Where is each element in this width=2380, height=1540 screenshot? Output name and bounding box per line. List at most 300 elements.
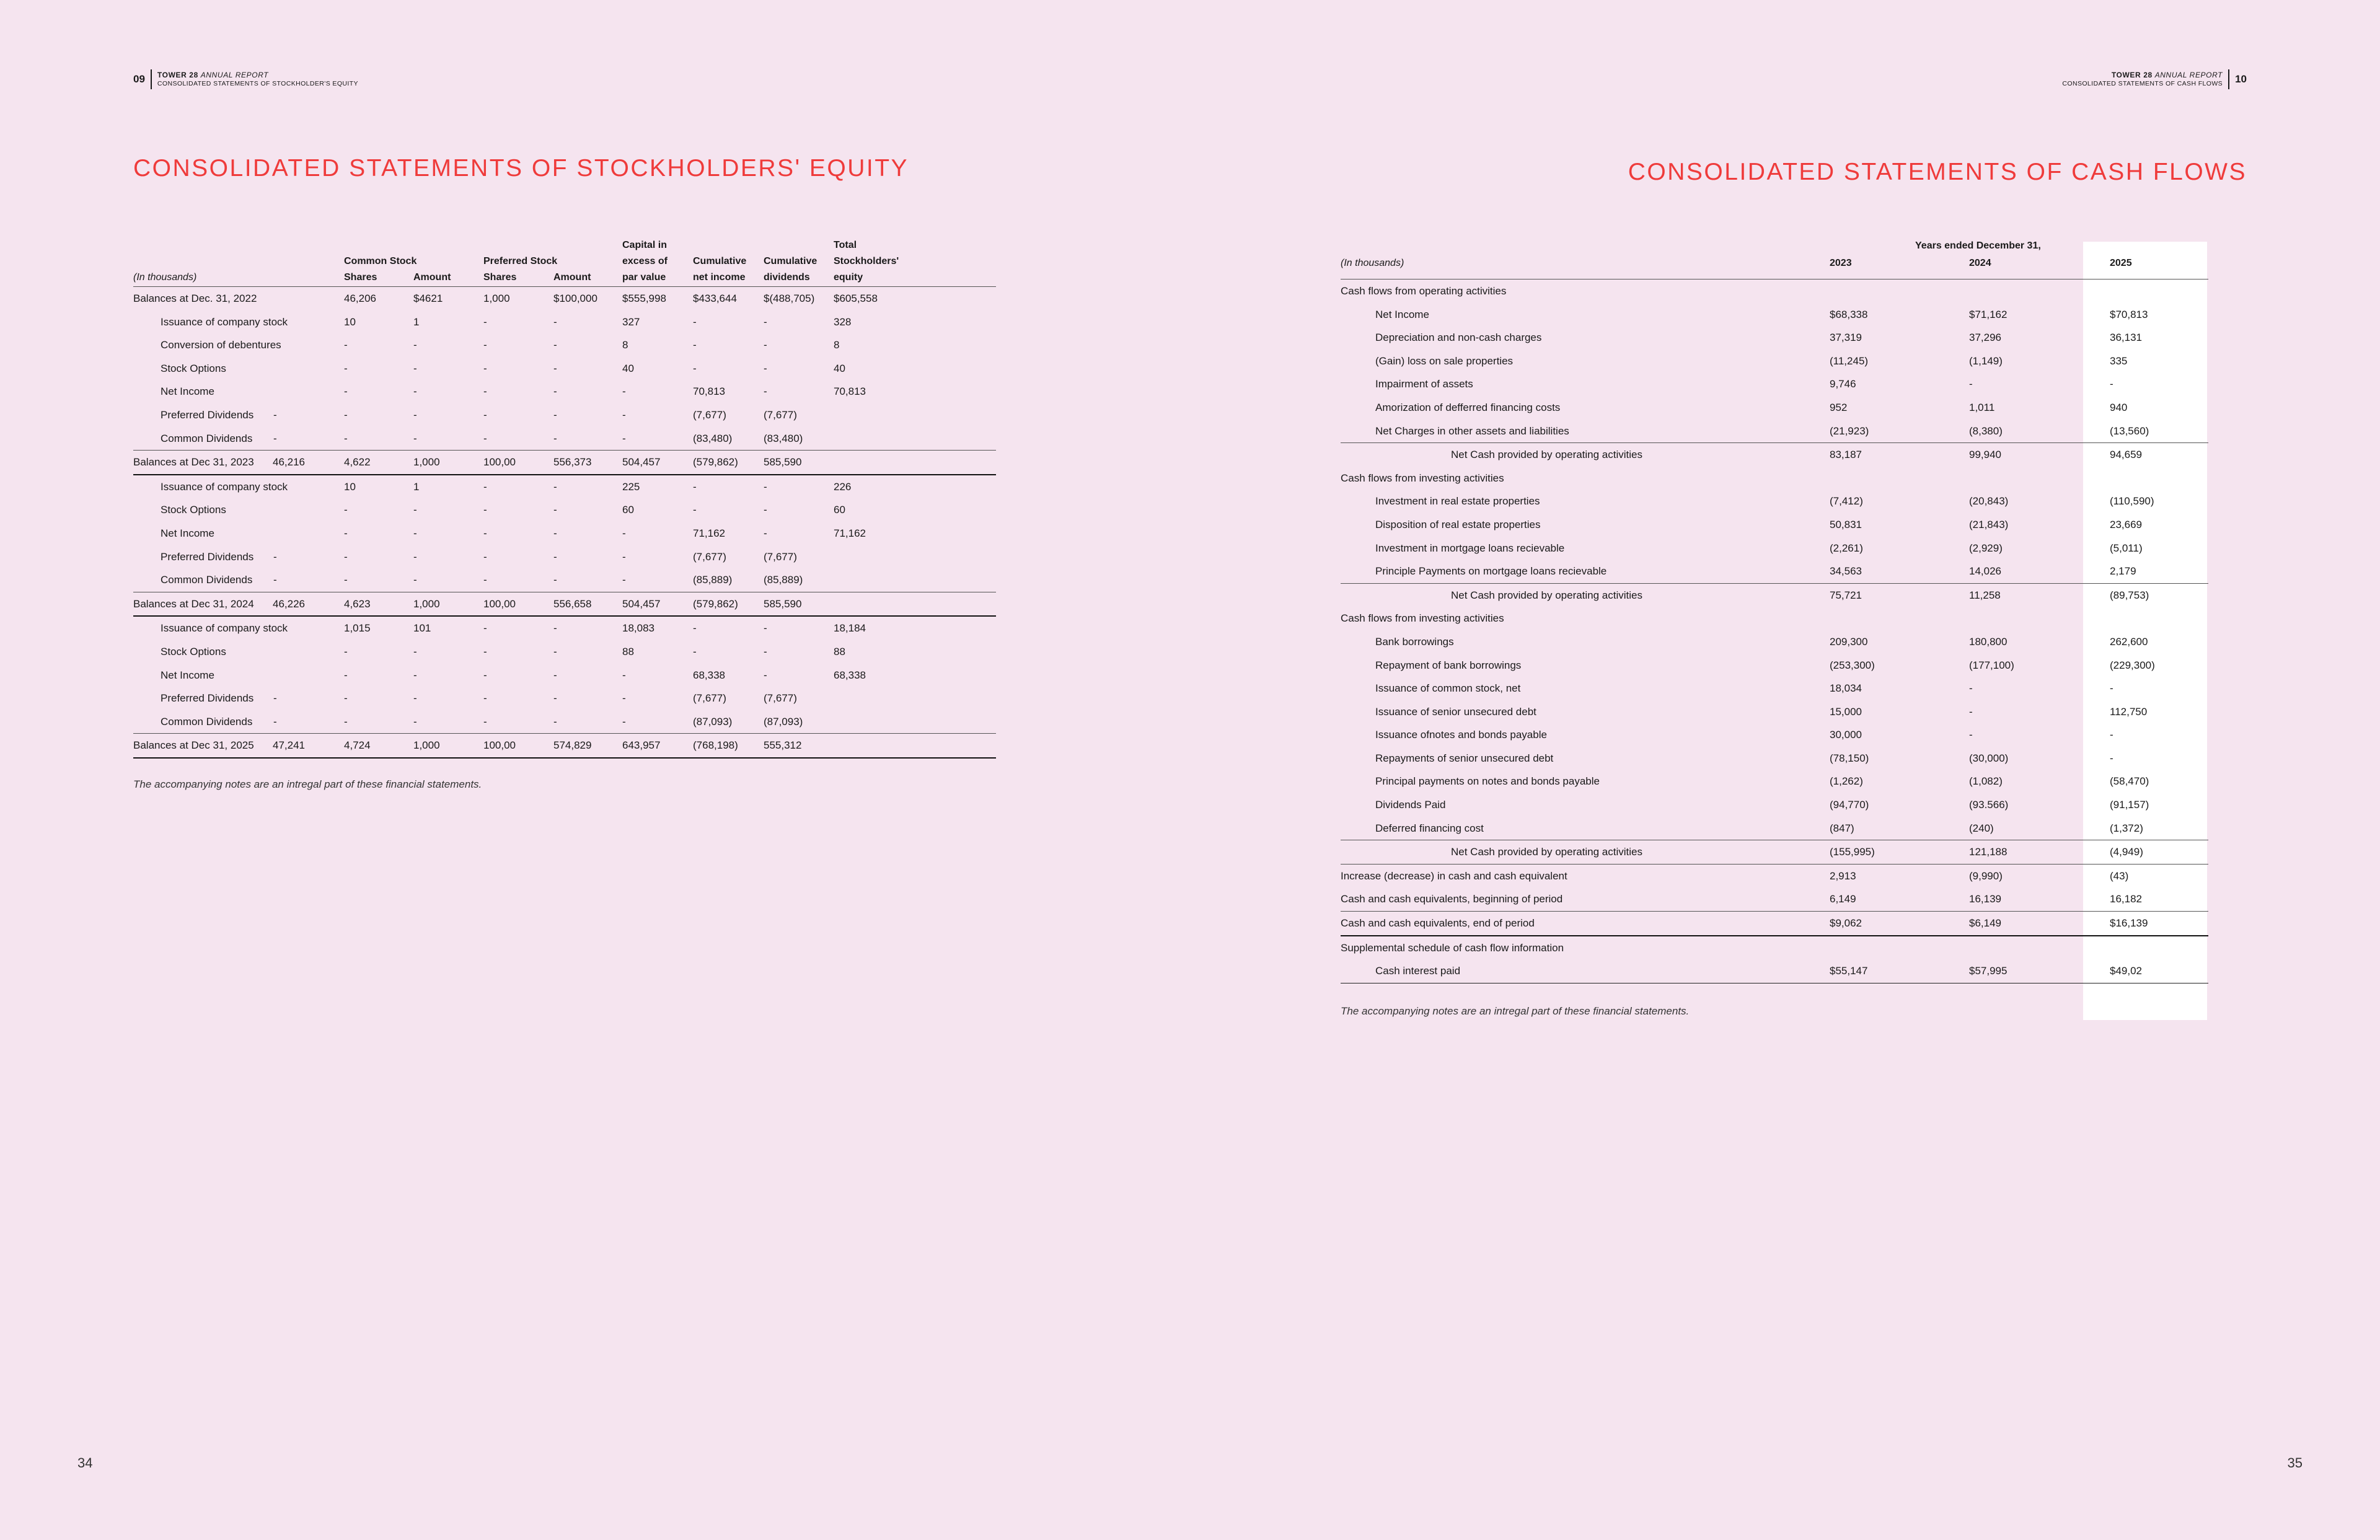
table-row [133, 427, 996, 451]
table-cell: - [553, 432, 557, 444]
table-row [133, 357, 996, 381]
row-label: Common Dividends [161, 574, 253, 586]
table-cell: (155,995) [1830, 846, 1875, 858]
table-cell: - [553, 480, 557, 493]
header-total: Total [834, 240, 857, 250]
table-cell: - [413, 385, 417, 398]
table-cell: - [622, 550, 626, 563]
header-year-2023: 2023 [1830, 258, 1852, 268]
table-cell: (7,677) [764, 692, 797, 705]
table-cell: 8 [622, 339, 628, 351]
table-cell: 94,659 [2110, 449, 2142, 461]
table-cell: - [693, 362, 697, 374]
table-row [1341, 817, 2208, 841]
table-row [133, 592, 996, 617]
row-label: Issuance of company stock [161, 315, 288, 328]
table-cell: - [764, 504, 767, 516]
table-cell: (21,843) [1969, 518, 2009, 530]
table-cell: $9,062 [1830, 917, 1862, 930]
section-row [1341, 912, 2208, 936]
table-cell: 18,034 [1830, 682, 1862, 695]
table-cell: - [553, 645, 557, 658]
table-cell: - [553, 362, 557, 374]
row-extra: - [273, 432, 277, 444]
table-cell: 75,721 [1830, 589, 1862, 601]
table-cell: (83,480) [764, 432, 803, 444]
left-header-text [157, 71, 358, 88]
table-cell: - [344, 715, 348, 728]
cashflow-title: CONSOLIDATED STATEMENTS OF CASH FLOWS [1628, 159, 2247, 185]
table-cell: (579,862) [693, 597, 738, 610]
table-cell: $6,149 [1969, 917, 2001, 930]
table-cell: - [413, 692, 417, 705]
table-cell: (83,480) [693, 432, 733, 444]
right-header-subtitle: CONSOLIDATED STATEMENTS OF CASH FLOWS [2062, 80, 2223, 87]
section-row [1341, 865, 2208, 888]
cashflow-table [1341, 238, 2208, 983]
table-cell: $55,147 [1830, 965, 1868, 977]
row-label: Impairment of assets [1375, 378, 1473, 390]
header-capital: Capital in [622, 240, 668, 250]
table-row [1341, 700, 2208, 724]
table-cell: - [553, 315, 557, 328]
table-cell: (229,300) [2110, 659, 2155, 671]
table-cell: 16,139 [1969, 893, 2001, 905]
table-cell: $555,998 [622, 293, 666, 304]
table-cell: 10 [344, 315, 356, 328]
table-cell: 70,813 [693, 385, 725, 398]
right-header-text [2062, 71, 2223, 88]
header-capital: par value [622, 272, 666, 283]
left-header-subtitle: CONSOLIDATED STATEMENTS OF STOCKHOLDER'S EQUITY [157, 80, 358, 87]
row-label: Cash flows from investing activities [1341, 472, 1504, 484]
row-label: Issuance of common stock, net [1375, 682, 1521, 695]
table-cell: 30,000 [1830, 729, 1862, 741]
table-cell: - [344, 339, 348, 351]
table-cell: - [483, 622, 487, 635]
row-extra: - [273, 574, 277, 586]
table-cell: - [344, 527, 348, 539]
row-label: Amorization of defferred financing costs [1375, 401, 1561, 413]
table-cell: - [693, 315, 697, 328]
right-header-brand: TOWER 28 ANNUAL REPORT [2111, 71, 2223, 79]
table-cell: 14,026 [1969, 565, 2001, 578]
table-cell: 1,000 [483, 293, 510, 304]
table-row [1341, 372, 2208, 396]
table-cell: - [553, 669, 557, 681]
table-cell: 9,746 [1830, 378, 1856, 390]
cashflow-table-header [1341, 238, 2208, 279]
header-total: equity [834, 272, 863, 283]
table-cell: (13,560) [2110, 425, 2149, 437]
row-label: Cash flows from investing activities [1341, 612, 1504, 625]
table-row [1341, 326, 2208, 350]
row-label: Principle Payments on mortgage loans recievable [1375, 565, 1607, 578]
table-cell: (768,198) [693, 739, 738, 752]
row-label: Issuance ofnotes and bonds payable [1375, 729, 1547, 741]
table-cell: 1,000 [413, 597, 440, 610]
table-cell: (7,412) [1830, 495, 1863, 508]
table-cell: (89,753) [2110, 589, 2149, 601]
table-cell: (2,261) [1830, 542, 1863, 554]
row-label: Net Cash provided by operating activities [1451, 846, 1642, 858]
table-cell: - [413, 550, 417, 563]
table-cell: 1,000 [413, 739, 440, 752]
table-cell: - [622, 715, 626, 728]
table-cell: - [344, 504, 348, 516]
table-cell: - [622, 669, 626, 681]
equity-footnote: The accompanying notes are an intregal part of these financial statements. [133, 778, 482, 790]
table-cell: - [413, 504, 417, 516]
row-label: Depreciation and non-cash charges [1375, 332, 1542, 344]
table-cell: 10 [344, 480, 356, 493]
table-cell: - [764, 480, 767, 493]
table-cell: 556,658 [553, 597, 592, 610]
table-cell: - [764, 645, 767, 658]
table-cell: - [413, 432, 417, 444]
table-cell: 328 [834, 315, 852, 328]
table-cell: 18,184 [834, 622, 866, 635]
header-in-thousands: (In thousands) [133, 272, 197, 283]
table-cell: 940 [2110, 401, 2128, 413]
row-label: (Gain) loss on sale properties [1375, 354, 1514, 367]
header-common-stock: Common Stock [344, 256, 417, 266]
table-cell: (7,677) [693, 408, 726, 421]
header-total: Stockholders' [834, 256, 899, 266]
table-row [133, 733, 996, 759]
table-cell: - [693, 645, 697, 658]
table-row [1341, 303, 2208, 327]
header-cumulative-income: net income [693, 272, 746, 283]
table-row [133, 287, 996, 310]
table-cell: 40 [834, 362, 845, 374]
table-cell: 556,373 [553, 456, 592, 469]
header-year-2024: 2024 [1969, 258, 1991, 268]
table-cell: (4,949) [2110, 846, 2143, 858]
table-row [1341, 396, 2208, 420]
table-cell: - [693, 504, 697, 516]
table-cell: - [622, 408, 626, 421]
row-label: Issuance of company stock [161, 480, 288, 493]
table-cell: - [413, 408, 417, 421]
row-label: Stock Options [161, 645, 226, 658]
table-cell: (5,011) [2110, 542, 2143, 554]
row-extra: - [273, 550, 277, 563]
row-label: Net Cash provided by operating activities [1451, 589, 1642, 601]
table-cell: 8 [834, 339, 840, 351]
table-row [133, 522, 996, 545]
table-cell: 37,319 [1830, 332, 1862, 344]
header-amount: Amount [413, 272, 451, 283]
table-cell: - [2110, 682, 2113, 695]
table-cell: $70,813 [2110, 308, 2148, 320]
table-cell: 225 [622, 480, 640, 493]
table-cell: 335 [2110, 354, 2128, 367]
table-cell: - [764, 669, 767, 681]
table-cell: (85,889) [693, 574, 733, 586]
row-label: Common Dividends [161, 715, 253, 728]
table-cell: - [344, 669, 348, 681]
table-cell: 70,813 [834, 385, 866, 398]
table-row [133, 640, 996, 664]
table-cell: (21,923) [1830, 425, 1869, 437]
row-label: Preferred Dividends [161, 408, 254, 421]
table-cell: (1,149) [1969, 354, 2003, 367]
table-cell: (7,677) [693, 550, 726, 563]
row-label: Repayment of bank borrowings [1375, 659, 1522, 671]
table-cell: 4,623 [344, 597, 371, 610]
table-cell: - [764, 339, 767, 351]
table-cell: 37,296 [1969, 332, 2001, 344]
table-cell: - [553, 504, 557, 516]
table-cell: - [483, 480, 487, 493]
table-cell: - [483, 550, 487, 563]
row-label: Cash and cash equivalents, beginning of period [1341, 893, 1563, 905]
table-cell: - [483, 339, 487, 351]
header-pref-shares: Shares [483, 272, 517, 283]
row-label: Net Income [161, 385, 214, 398]
table-row [1341, 420, 2208, 444]
row-label: Net Income [161, 527, 214, 539]
table-cell: (1,082) [1969, 775, 2003, 788]
table-cell: - [553, 408, 557, 421]
table-cell: 112,750 [2110, 705, 2148, 718]
right-running-header [2062, 69, 2247, 89]
left-header-page-number: 09 [133, 73, 145, 85]
table-cell: - [344, 432, 348, 444]
table-cell: (579,862) [693, 456, 738, 469]
table-cell: - [483, 574, 487, 586]
row-label: Cash interest paid [1375, 965, 1461, 977]
table-cell: 555,312 [764, 739, 802, 752]
subtotal-row [1341, 840, 2208, 865]
table-cell: $71,162 [1969, 308, 2008, 320]
cashflow-footnote: The accompanying notes are an intregal part of these financial statements. [1341, 1005, 1690, 1017]
equity-title: CONSOLIDATED STATEMENTS OF STOCKHOLDERS' EQUITY [133, 155, 909, 182]
table-cell: (91,157) [2110, 799, 2149, 811]
row-label: Disposition of real estate properties [1375, 518, 1541, 530]
table-row [133, 664, 996, 687]
table-cell: 60 [622, 504, 634, 516]
table-row [133, 545, 996, 569]
row-label: Investment in mortgage loans recievable [1375, 542, 1565, 554]
table-cell: - [483, 527, 487, 539]
table-cell: $605,558 [834, 293, 878, 304]
table-cell: 100,00 [483, 739, 516, 752]
table-row [133, 310, 996, 334]
table-cell: - [764, 362, 767, 374]
table-cell: 100,00 [483, 597, 516, 610]
table-cell: $16,139 [2110, 917, 2148, 930]
row-label: Increase (decrease) in cash and cash equivalent [1341, 869, 1567, 882]
table-cell: 2,179 [2110, 565, 2136, 578]
row-extra: 46,226 [273, 597, 305, 610]
table-cell: - [483, 362, 487, 374]
table-cell: 262,600 [2110, 635, 2148, 648]
table-cell: (7,677) [693, 692, 726, 705]
table-cell: - [413, 339, 417, 351]
table-cell: (94,770) [1830, 799, 1869, 811]
header-pref-amount: Amount [553, 272, 591, 283]
table-cell: 4,724 [344, 739, 371, 752]
table-row [1341, 560, 2208, 584]
table-cell: $433,644 [693, 293, 737, 304]
table-cell: 60 [834, 504, 845, 516]
table-cell: - [483, 385, 487, 398]
table-cell: - [553, 385, 557, 398]
subtotal-row [1341, 584, 2208, 607]
table-cell: (93.566) [1969, 799, 2009, 811]
table-cell: 36,131 [2110, 332, 2142, 344]
table-cell: (78,150) [1830, 752, 1869, 764]
table-cell: - [344, 362, 348, 374]
table-cell: (20,843) [1969, 495, 2009, 508]
row-label: Preferred Dividends [161, 692, 254, 705]
right-page-number: 35 [2287, 1455, 2303, 1471]
table-cell: (30,000) [1969, 752, 2009, 764]
equity-table [133, 238, 996, 759]
table-cell: - [483, 692, 487, 705]
table-cell: 46,206 [344, 293, 376, 304]
table-row [1341, 490, 2208, 513]
row-label: Balances at Dec 31, 2024 [133, 597, 254, 610]
table-cell: 88 [834, 645, 845, 658]
table-cell: (7,677) [764, 550, 797, 563]
table-cell: - [413, 574, 417, 586]
table-cell: - [622, 574, 626, 586]
table-cell: - [413, 715, 417, 728]
table-cell: (58,470) [2110, 775, 2149, 788]
table-cell: 50,831 [1830, 518, 1862, 530]
table-cell: (43) [2110, 869, 2129, 882]
row-label: Common Dividends [161, 432, 253, 444]
cashflow-table-body [1341, 279, 2208, 983]
row-label: Stock Options [161, 362, 226, 374]
right-header-page-number: 10 [2235, 73, 2247, 85]
table-cell: (1,262) [1830, 775, 1863, 788]
row-label: Issuance of company stock [161, 622, 288, 635]
table-cell: 643,957 [622, 739, 661, 752]
table-cell: - [483, 315, 487, 328]
table-cell: - [483, 504, 487, 516]
row-extra: - [273, 692, 277, 705]
header-cumulative-dividends: dividends [764, 272, 810, 283]
table-row [133, 380, 996, 403]
table-cell: - [2110, 378, 2113, 390]
table-cell: - [1969, 378, 1973, 390]
table-cell: - [553, 550, 557, 563]
table-cell: 71,162 [693, 527, 725, 539]
table-cell: - [483, 645, 487, 658]
table-cell: - [344, 550, 348, 563]
header-in-thousands: (In thousands) [1341, 258, 1404, 268]
table-cell: - [622, 527, 626, 539]
table-cell: - [344, 645, 348, 658]
table-cell: 209,300 [1830, 635, 1868, 648]
table-cell: 574,829 [553, 739, 592, 752]
table-cell: 11,258 [1969, 589, 2001, 601]
header-cumulative-income: Cumulative [693, 256, 747, 266]
table-cell: 40 [622, 362, 634, 374]
table-cell: 68,338 [693, 669, 725, 681]
row-label: Net Income [161, 669, 214, 681]
row-label: Dividends Paid [1375, 799, 1446, 811]
table-cell: $49,02 [2110, 965, 2142, 977]
table-cell: 504,457 [622, 597, 661, 610]
table-cell: 585,590 [764, 456, 802, 469]
table-cell: - [693, 480, 697, 493]
table-cell: 952 [1830, 401, 1848, 413]
table-cell: - [553, 339, 557, 351]
table-cell: 18,083 [622, 622, 654, 635]
table-cell: (847) [1830, 822, 1854, 834]
table-cell: 83,187 [1830, 449, 1862, 461]
table-cell: - [483, 715, 487, 728]
row-label: Cash flows from operating activities [1341, 285, 1507, 297]
table-cell: - [413, 527, 417, 539]
table-cell: (177,100) [1969, 659, 2014, 671]
table-cell: $57,995 [1969, 965, 2008, 977]
table-row [1341, 630, 2208, 654]
table-cell: (87,093) [693, 715, 733, 728]
table-cell: 100,00 [483, 456, 516, 469]
table-cell: - [413, 645, 417, 658]
table-row [1341, 654, 2208, 677]
table-cell: (240) [1969, 822, 1994, 834]
table-row [1341, 677, 2208, 700]
table-cell: - [1969, 705, 1973, 718]
table-cell: - [764, 527, 767, 539]
table-cell: (1,372) [2110, 822, 2143, 834]
row-label: Balances at Dec 31, 2025 [133, 739, 254, 752]
table-cell: $68,338 [1830, 308, 1868, 320]
row-label: Net Cash provided by operating activities [1451, 449, 1642, 461]
table-cell: $(488,705) [764, 293, 815, 304]
header-preferred-stock: Preferred Stock [483, 256, 558, 266]
table-cell: - [483, 669, 487, 681]
table-cell: - [553, 692, 557, 705]
header-shares: Shares [344, 272, 377, 283]
table-cell: (11,245) [1830, 354, 1869, 367]
table-cell: 121,188 [1969, 846, 2008, 858]
table-cell: - [622, 432, 626, 444]
table-cell: 88 [622, 645, 634, 658]
table-cell: 6,149 [1830, 893, 1856, 905]
header-cumulative-dividends: Cumulative [764, 256, 818, 266]
row-label: Stock Options [161, 504, 226, 516]
table-cell: - [553, 715, 557, 728]
table-cell: - [553, 574, 557, 586]
table-cell: - [622, 692, 626, 705]
table-cell: 99,940 [1969, 449, 2001, 461]
table-cell: 1,011 [1969, 401, 1995, 413]
row-extra: - [273, 715, 277, 728]
table-cell: 1 [413, 315, 420, 328]
row-label: Deferred financing cost [1375, 822, 1484, 834]
table-cell: - [483, 432, 487, 444]
table-row [1341, 959, 2208, 983]
table-cell: 16,182 [2110, 893, 2142, 905]
section-row [1341, 936, 2208, 960]
table-cell: - [344, 408, 348, 421]
table-cell: - [764, 622, 767, 635]
table-cell: - [2110, 729, 2113, 741]
header-capital: excess of [622, 256, 668, 266]
table-cell: - [1969, 729, 1973, 741]
table-row [133, 475, 996, 499]
table-cell: - [693, 339, 697, 351]
table-cell: (110,590) [2110, 495, 2154, 508]
